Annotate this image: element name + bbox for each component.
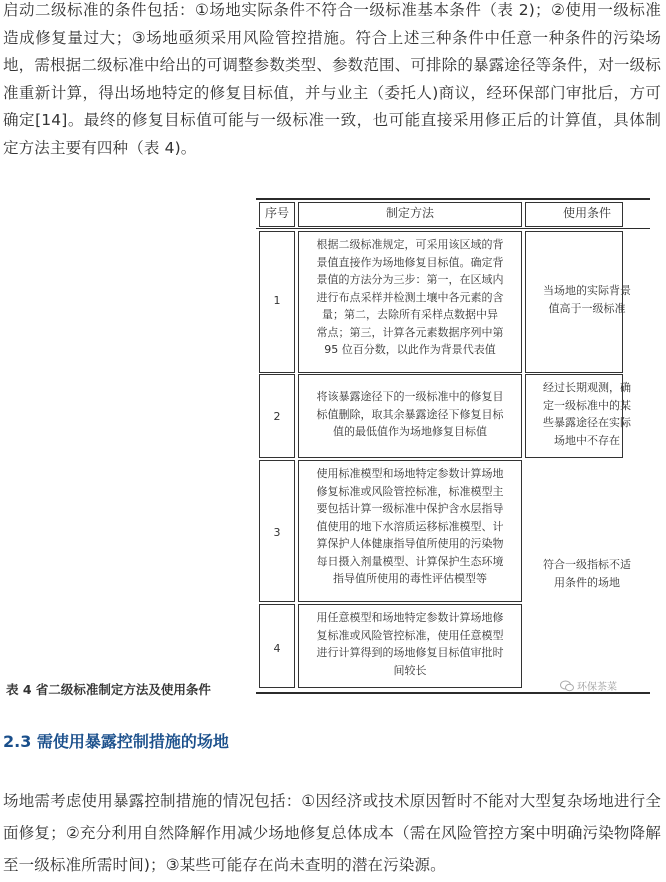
header-condition: 使用条件 xyxy=(562,206,611,220)
row3-method-line: 要包括计算一级标准中保护含水层指导 xyxy=(316,502,504,515)
row4-method-line: 间较长 xyxy=(393,663,427,677)
row1-condition-line: 值高于一级标准 xyxy=(548,301,626,315)
row3-method-line: 使用标准模型和场地特定参数计算场地 xyxy=(316,467,504,480)
row3-condition-line: 符合一级指标不适 xyxy=(543,558,631,571)
row3-method-line: 修复标准或风险管控标准，标准模型主 xyxy=(316,484,504,498)
row3-method xyxy=(300,465,520,588)
row1-method-line: 景值直接作为场地修复目标值。确定背 xyxy=(316,255,504,269)
section-paragraph: 场地需考虑使用暴露控制措施的情况包括：①因经济或技术原因暂时不能对大型复杂场地进行全面修复；②充分利用自然降解作用减少场地修复总体成本（需在风险管控方案中明确污染物降解至一级标准所需时间)；③某些可能存在尚未查明的潜在污染源。 xyxy=(3,792,661,874)
wechat-icon xyxy=(560,680,574,692)
header-method: 制定方法 xyxy=(385,206,434,220)
row1-condition xyxy=(525,282,649,317)
row2-condition-line: 些暴露途径在实际 xyxy=(543,416,631,429)
row1-method-line: 常点；第三，计算各元素数据序列中第 xyxy=(316,325,504,339)
row1-method-line: 景值的方法分为三步：第一，在区域内 xyxy=(316,273,504,286)
row4-method-line: 进行计算得到的场地修复目标值审批时 xyxy=(316,646,504,659)
row2-condition xyxy=(525,379,649,449)
watermark-text: 环保茶菜 xyxy=(577,682,617,693)
row4-method xyxy=(300,609,520,679)
row2-condition-line: 场地中不存在 xyxy=(554,433,620,447)
row1-method-line: 95 位百分数，以此作为背景代表值 xyxy=(324,343,496,356)
row4-method-line: 复标准或风险管控标准，使用任意模型 xyxy=(316,628,504,642)
watermark xyxy=(560,678,617,693)
row2-method-line: 将该暴露途径下的一级标准中的修复目 xyxy=(316,390,504,403)
header-no: 序号 xyxy=(264,206,289,220)
row4-no: 4 xyxy=(273,642,281,655)
row3-method-line: 算保护人体健康指导值所使用的污染物 xyxy=(316,537,504,550)
row1-method-line: 量；第二，去除所有采样点数据中异 xyxy=(322,308,498,321)
row1-method-line: 根据二级标准规定，可采用该区域的背 xyxy=(316,238,504,251)
row4-method-line: 用任意模型和场地特定参数计算场地修 xyxy=(316,611,504,624)
row3-method-line: 指导值所使用的毒性评估模型等 xyxy=(333,572,487,585)
row2-method-line: 标值删除，取其余暴露途径下修复目标 xyxy=(316,407,504,421)
row3-method-line: 值使用的地下水溶质运移标准模型、计 xyxy=(316,519,504,533)
row3-condition xyxy=(525,556,649,591)
table-header-rule xyxy=(256,228,650,229)
row1-no: 1 xyxy=(273,294,281,307)
row2-condition-line: 定一级标准中的某 xyxy=(543,398,631,412)
row1-condition-line: 当场地的实际背景 xyxy=(543,284,631,297)
standards-table xyxy=(256,198,650,694)
row1-method xyxy=(300,236,520,359)
intro-paragraph: 启动二级标准的条件包括：①场地实际条件不符合一级标准基本条件（表 2)；②使用一级标准造成修复量过大；③场地亟须采用风险管控措施。符合上述三种条件中任意一种条件的污染场地，需根据二级标准中给出的可调整参数类型、参数范围、可排除的暴露途径等条件，对一级标准重新计算，得出场地特定的修复目标值，并与业主（委托人)商议，经环保部门审批后，方可确定[14]。最终的修复目标值可能与一级标准一致，也可能直接采用修正后的计算值，具体制定方法主要有四种（表 4)。 xyxy=(3,1,661,157)
row3-no: 3 xyxy=(273,526,281,539)
row2-method-line: 值的最低值作为场地修复目标值 xyxy=(333,425,487,438)
table-caption: 表 4 省二级标准制定方法及使用条件 xyxy=(6,682,211,697)
row2-condition-line: 经过长期观测，确 xyxy=(543,381,631,394)
table-top-rule xyxy=(256,198,650,200)
row2-method xyxy=(300,388,520,441)
section-heading: 2.3 需使用暴露控制措施的场地 xyxy=(3,732,229,751)
row3-method-line: 每日摄入剂量模型、计算保护生态环境 xyxy=(316,554,504,568)
row2-no: 2 xyxy=(273,410,281,423)
row3-condition-line: 用条件的场地 xyxy=(554,575,620,589)
row1-method-line: 进行布点采样并检测土壤中各元素的含 xyxy=(316,290,504,304)
